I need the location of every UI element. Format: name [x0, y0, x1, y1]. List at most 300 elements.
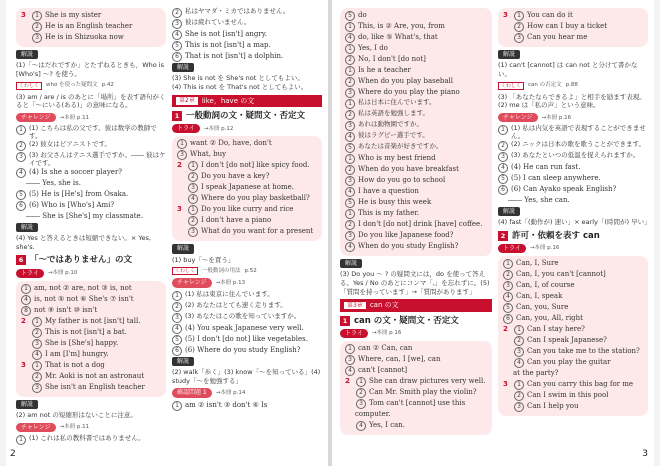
text: (2) あなたはとても速く走ります。: [185, 300, 287, 309]
item-number-badge: 8: [21, 306, 31, 316]
text: トライ: [340, 329, 368, 338]
item-number-badge: 1: [16, 435, 26, 445]
text: (3) She is not を She's not としてもよい。: [172, 74, 304, 83]
answer-line: [345, 388, 487, 399]
text: What, buy: [190, 150, 227, 159]
text: What do you want for a present: [201, 227, 314, 236]
section-heading: [172, 111, 322, 121]
text: →本冊 p.16: [529, 245, 560, 252]
answer-line: [498, 152, 648, 163]
item-number-badge: 3: [188, 227, 198, 237]
answer-line: [172, 335, 322, 346]
answer-line: [16, 152, 166, 168]
text: (3) あなたはこの歌を知っていますか。: [185, 311, 301, 320]
text: She can draw pictures very well.: [369, 377, 486, 386]
item-number-badge: 1: [514, 11, 524, 21]
item-number-badge: 4: [172, 324, 182, 334]
answer-line: [21, 317, 161, 328]
text: くわしく: [498, 82, 524, 90]
answer-box: [498, 256, 648, 416]
answer-line: [503, 292, 643, 303]
answer-line: [345, 44, 487, 55]
section-heading: [340, 316, 492, 326]
item-number-badge: 3: [345, 355, 355, 365]
text: can't [cannot]: [358, 366, 408, 375]
text: (5) I don't [do not] like vegetables.: [185, 334, 308, 343]
text: (4) This is not を That's not としてもよい。: [172, 82, 308, 91]
item-number-badge: 6: [172, 52, 182, 62]
text: 3: [21, 360, 26, 369]
item-number-badge: 1: [21, 284, 31, 294]
text: He is busy this week: [358, 198, 432, 206]
answer-line: [21, 339, 161, 350]
answer-box: [340, 341, 492, 435]
item-number-badge: 3: [32, 383, 42, 393]
text: →本冊 p.16: [371, 330, 402, 337]
text: (1) 私は内気を英語で表現することができません。: [511, 124, 646, 141]
answer-line: [345, 33, 487, 44]
text: 解説: [16, 223, 38, 232]
column-1: [16, 8, 166, 446]
answer-line: [345, 242, 487, 253]
text: Who is my best friend: [358, 154, 436, 162]
item-number-badge: 1: [345, 22, 355, 32]
text: do, like ⑤ What's, that: [358, 33, 438, 41]
page-number: 3: [642, 449, 648, 460]
text: 彼は疲れていません。: [185, 18, 251, 26]
text: Can, you, Sure: [516, 303, 569, 312]
text: I have a question: [358, 187, 419, 195]
item-number-badge: 2: [32, 328, 42, 338]
answer-line: [345, 344, 487, 355]
text: No, I don't [do not]: [358, 55, 426, 63]
text: →本冊 p.12: [203, 125, 234, 132]
text: When do you study English?: [358, 242, 459, 250]
answer-line: [172, 30, 322, 41]
text: チャレンジ: [498, 113, 538, 122]
text: チャレンジ: [16, 423, 56, 432]
answer-line: [16, 190, 166, 201]
text: (6) Can Ayako speak English?: [511, 185, 617, 194]
text: That is not [isn't] a dolphin.: [185, 52, 284, 60]
answer-line: [503, 22, 643, 33]
text: p.52: [244, 268, 257, 275]
text: Where, can, I [we], can: [358, 355, 441, 364]
text: am, not ② are, not ③ is, not: [34, 283, 132, 292]
text: Can Mr. Smith play the violin?: [369, 388, 477, 397]
text: She isn't an English teacher: [45, 382, 145, 391]
text: Yes, I do: [358, 44, 388, 52]
text: is, not ⑤ not ⑥ She's ⑦ isn't: [34, 294, 134, 303]
text: am ② isn't ③ don't ④ Is: [185, 400, 268, 409]
text: She is my sister: [45, 11, 102, 19]
item-number-badge: 3: [32, 33, 42, 43]
answer-line: [21, 361, 161, 372]
text: (1) can't [cannot] は can not と分けて書かない。: [498, 61, 638, 78]
text: (1) これは私の教科書ではありません。: [29, 433, 145, 442]
explanation: (1)「〜はだれですか」とたずねるときも，Who is [Who's] 〜? を使う。: [16, 61, 164, 78]
answer-line: [21, 284, 161, 295]
answer-line: [177, 150, 317, 161]
answer-line: [21, 22, 161, 33]
text: Can, you, All, right: [516, 314, 583, 323]
item-number-badge: 4: [32, 350, 42, 360]
text: 一般動詞の文・疑問文・否定文: [186, 111, 306, 122]
text: →本冊 p.14: [215, 389, 246, 396]
text: くわしく: [172, 267, 198, 275]
text: Can you play the guitar: [527, 358, 611, 367]
item-number-badge: 1: [514, 380, 524, 390]
right-page: [332, 0, 654, 466]
item-number-badge: 4: [345, 242, 355, 252]
text: (3) お父さんはテニス選手ですか。―― 彼はケイです。: [29, 151, 166, 167]
answer-line: [345, 143, 487, 154]
text: 私はヤマダ・ミカではありません。: [185, 7, 290, 15]
column-4: [498, 8, 651, 419]
answer-line: [503, 259, 643, 270]
answer-line: [345, 366, 487, 377]
item-number-badge: 5: [16, 190, 26, 200]
item-number-badge: 1: [32, 361, 42, 371]
answer-line: [177, 161, 317, 172]
item-number-badge: 2: [345, 220, 355, 230]
item-number-badge: 3: [32, 339, 42, 349]
answer-line: [503, 325, 643, 336]
item-number-badge: 5: [345, 143, 355, 153]
text: can の文・疑問文・否定文: [354, 315, 459, 326]
column-3: [340, 8, 492, 438]
answer-line: [345, 77, 487, 88]
item-number-badge: 1: [345, 99, 355, 109]
item-number-badge: 1: [16, 125, 26, 135]
answer-line: [345, 421, 487, 432]
text: My father is not [isn't] tall.: [45, 316, 141, 325]
item-number-badge: 2: [188, 216, 198, 226]
item-number-badge: 2: [503, 270, 513, 280]
item-number-badge: 2: [514, 22, 524, 32]
item-number-badge: 2: [32, 22, 42, 32]
answer-line: [177, 194, 317, 205]
text: (2) am not の短縮形はないことに注意。: [16, 410, 137, 419]
item-number-badge: 2: [172, 8, 182, 18]
answer-line: [177, 205, 317, 216]
answer-line: [345, 165, 487, 176]
text: →本冊 p.13: [215, 279, 246, 286]
answer-line: [16, 168, 166, 179]
text: (1) buy「〜を買う」: [172, 255, 235, 264]
text: When do you have breakfast: [358, 165, 459, 173]
answer-box: [172, 136, 322, 241]
answer-line: [345, 11, 487, 22]
answer-line: [345, 410, 487, 421]
item-number-badge: 1: [345, 44, 355, 54]
text: Where do you play basketball?: [201, 194, 310, 203]
answer-line: [345, 209, 487, 220]
item-number-badge: 4: [356, 421, 366, 431]
text: 6: [16, 255, 26, 265]
answer-line: [172, 52, 322, 63]
answer-line: [503, 358, 643, 369]
item-number-badge: 5: [345, 11, 355, 21]
item-number-badge: 5: [503, 303, 513, 313]
answer-line: [16, 435, 166, 446]
item-number-badge: 3: [345, 176, 355, 186]
text: p.88: [565, 82, 578, 89]
text: (3) Do you 〜 ? の疑問文には，do を使って答える。Yes / No のあとにコンマ「,」を忘れずに。(5)「質問を持っています」→「質問があります」: [340, 270, 490, 296]
item-number-badge: 5: [172, 335, 182, 345]
text: (4) Yes と答えるときは短縮できない。× Yes, she's.: [16, 233, 151, 251]
text: (4) fast「(動作が) 速い」× early「(時間が) 早い」: [498, 218, 651, 227]
item-number-badge: 2: [514, 391, 524, 401]
text: Can I stay here?: [527, 325, 585, 334]
text: 1: [172, 111, 182, 121]
text: 「〜ではありません」の文: [30, 255, 133, 266]
text: (2) ニックは日本の歌を歌うことができます。: [511, 140, 645, 149]
item-number-badge: 1: [345, 344, 355, 354]
item-number-badge: 3: [172, 313, 182, 323]
item-number-badge: 4: [21, 295, 31, 305]
item-number-badge: 1: [503, 259, 513, 269]
item-number-badge: 4: [345, 132, 355, 142]
text: →本冊 p.11: [59, 423, 90, 430]
text: This, is ② Are, you, from: [358, 22, 445, 30]
text: He is an English teacher: [45, 22, 133, 30]
text: Do you like curry and rice: [201, 205, 294, 214]
answer-line: [345, 66, 487, 77]
item-number-badge: 3: [514, 402, 524, 412]
item-number-badge: 1: [498, 125, 508, 135]
answer-line: [503, 347, 643, 358]
text: Where do you play the piano: [358, 88, 460, 96]
item-number-badge: 3: [177, 150, 187, 160]
item-number-badge: 1: [345, 154, 355, 164]
kaisetsu-label: 解説: [16, 50, 38, 59]
answer-box: [340, 8, 492, 256]
item-number-badge: 3: [356, 399, 366, 409]
item-number-badge: 1: [345, 209, 355, 219]
text: not ⑨ isn't ⑩ isn't: [34, 305, 98, 314]
text: (5) He is [He's] from Osaka.: [29, 189, 129, 198]
item-number-badge: 2: [498, 141, 508, 151]
text: 2: [503, 325, 508, 334]
answer-line: [503, 314, 643, 325]
answer-box: [16, 8, 166, 47]
text: (2) 彼女はピアニストです。: [29, 140, 111, 149]
item-number-badge: 6: [172, 346, 182, 356]
item-number-badge: 2: [345, 77, 355, 87]
answer-line: [21, 383, 161, 394]
answer-line: [503, 391, 643, 402]
text: Can I help you: [527, 402, 579, 411]
text: want ② Do, have, don't: [190, 139, 272, 148]
answer-line: [172, 401, 322, 412]
text: 3: [21, 11, 26, 19]
item-number-badge: 1: [177, 139, 187, 149]
answer-line: [21, 33, 161, 44]
text: →本冊 p.10: [47, 269, 78, 276]
item-number-badge: 3: [172, 19, 182, 29]
item-number-badge: 2: [345, 55, 355, 65]
text: 2: [21, 316, 26, 325]
answer-line: [177, 227, 317, 238]
text: 解説: [498, 50, 520, 59]
answer-line: [345, 231, 487, 242]
text: I don't [do not] drink [have] coffee.: [358, 220, 483, 228]
item-number-badge: 4: [514, 358, 524, 368]
text: Mr. Aoki is not an astronaut: [45, 371, 145, 380]
explanation: (3) am / are / is のあとに「場所」を表す語句がくると「〜にいる(ある)」の意味になる。: [16, 92, 166, 110]
item-number-badge: 4: [172, 30, 182, 40]
answer-line: [345, 399, 487, 410]
item-number-badge: 1: [32, 11, 42, 21]
answer-line: [503, 369, 643, 380]
text: Can you hear me: [527, 33, 588, 41]
answer-line: [503, 270, 643, 281]
answer-line: [16, 179, 166, 190]
answer-line: [498, 125, 648, 141]
answer-line: [503, 303, 643, 314]
text: This is my father.: [358, 209, 420, 217]
answer-line: [177, 172, 317, 183]
item-number-badge: 1: [356, 377, 366, 387]
text: (2) walk「歩く」(3) know「〜を知っている」(4) study「〜を勉強する」: [172, 367, 321, 385]
text: How can I buy a ticket: [527, 22, 608, 30]
text: Can you take me to the station?: [527, 347, 640, 356]
item-number-badge: 1: [172, 401, 182, 411]
text: like，have の文: [201, 96, 255, 105]
item-number-badge: 1: [188, 205, 198, 215]
text: Can, I, you can't [cannot]: [516, 270, 606, 279]
item-number-badge: 4: [345, 366, 355, 376]
text: 私は日本に住んでいます。: [358, 98, 436, 106]
answer-line: [172, 19, 322, 30]
text: How do you go to school: [358, 176, 446, 184]
text: I don't [do not] like spicy food.: [201, 161, 310, 170]
text: 解説: [498, 207, 520, 216]
answer-box: [16, 281, 166, 397]
chapter-band: [172, 95, 322, 107]
text: (5) I can sleep anywhere.: [511, 174, 601, 183]
answer-line: [503, 281, 643, 292]
text: He is in Shizuoka now: [45, 33, 124, 41]
text: can の文: [369, 301, 399, 310]
answer-line: [345, 355, 487, 366]
text: 2: [177, 161, 182, 170]
answer-line: [21, 306, 161, 317]
text: トライ: [498, 244, 526, 253]
text: 2: [498, 231, 508, 241]
text: computer.: [355, 410, 391, 419]
text: who を使った疑問文: [46, 82, 98, 89]
answer-line: [16, 212, 166, 223]
item-number-badge: 2: [172, 302, 182, 312]
answer-line: [345, 198, 487, 209]
section-heading: [498, 231, 648, 241]
answer-line: [345, 187, 487, 198]
text: p.42: [101, 82, 114, 89]
answer-line: [21, 328, 161, 339]
text: Can, I, Sure: [516, 259, 559, 268]
text: Tom can't [cannot] use this: [369, 399, 466, 408]
text: can ② Can, can: [358, 344, 413, 353]
text: Can I swim in this pool: [527, 391, 609, 400]
text: That is not a dog: [45, 360, 105, 369]
text: Can, I, speak: [516, 292, 563, 301]
item-number-badge: 5: [345, 198, 355, 208]
item-number-badge: 4: [345, 187, 355, 197]
text: 1: [340, 316, 350, 326]
text: can の否定文: [528, 82, 562, 89]
text: (3) あなたといつの低温を捉えられますか。: [511, 151, 640, 160]
answer-line: [21, 372, 161, 383]
answer-line: [503, 380, 643, 391]
item-number-badge: 2: [32, 372, 42, 382]
text: 第2章: [176, 97, 198, 104]
answer-line: [345, 22, 487, 33]
item-number-badge: 4: [498, 163, 508, 173]
text: She is [She's] happy.: [45, 338, 119, 347]
text: 解説: [340, 259, 362, 268]
answer-line: [498, 185, 648, 196]
item-number-badge: 3: [188, 183, 198, 193]
text: 解説: [16, 400, 38, 409]
answer-line: [172, 302, 322, 313]
item-number-badge: 2: [345, 165, 355, 175]
text: (6) Where do you study English?: [185, 345, 301, 354]
left-page: [6, 0, 328, 466]
text: 解説: [172, 244, 194, 253]
answer-line: [16, 201, 166, 212]
text: 一般動詞の用法: [202, 268, 241, 275]
text: When do you play baseball: [358, 77, 453, 85]
answer-line: [345, 154, 487, 165]
text: トライ: [172, 124, 200, 133]
text: 2: [345, 377, 350, 386]
text: (1) こちらは私の父です。彼は数学の教師です。: [29, 124, 157, 141]
text: I am [I'm] hungry.: [45, 349, 109, 358]
answer-line: [177, 139, 317, 150]
text: She is not [isn't] angry.: [185, 30, 268, 38]
text: くわしく: [16, 82, 42, 90]
text: Do you have a key?: [201, 172, 270, 181]
text: This is not [isn't] a bat.: [45, 327, 127, 336]
text: 3: [503, 11, 508, 19]
item-number-badge: 4: [188, 194, 198, 204]
text: I don't have a piano: [201, 216, 272, 225]
item-number-badge: 6: [503, 314, 513, 324]
text: 解説: [172, 63, 194, 72]
answer-line: [21, 295, 161, 306]
text: 彼はラグビー選手です。: [358, 131, 429, 139]
item-number-badge: 3: [498, 152, 508, 162]
text: at the party?: [513, 369, 559, 378]
item-number-badge: 1: [172, 291, 182, 301]
answer-line: [345, 377, 487, 388]
answer-line: [177, 216, 317, 227]
text: Yes, I can.: [369, 421, 406, 430]
page-number: 2: [10, 449, 16, 460]
item-number-badge: 3: [345, 88, 355, 98]
text: 解説: [172, 357, 194, 366]
answer-line: [172, 41, 322, 52]
answer-line: [177, 183, 317, 194]
item-number-badge: 6: [498, 185, 508, 195]
item-number-badge: 4: [16, 168, 26, 178]
text: Is he a teacher: [358, 66, 411, 74]
answer-line: [498, 196, 648, 207]
text: 私は英語を勉強します。: [358, 109, 429, 117]
item-number-badge: 4: [503, 292, 513, 302]
